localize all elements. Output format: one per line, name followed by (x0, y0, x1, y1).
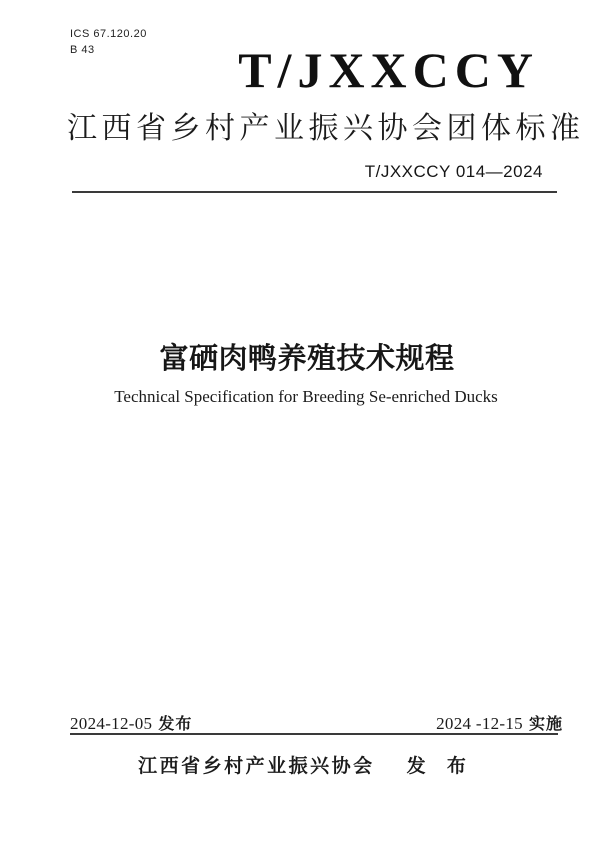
implementation-date: 2024 -12-15 (436, 714, 523, 733)
issue-label: 发布 (158, 716, 193, 733)
publisher-name: 江西省乡村产业振兴协会 (138, 756, 375, 777)
dates-row (70, 711, 563, 734)
category-code: B 43 (70, 44, 95, 56)
standard-logo: T/JXXCCY (238, 42, 539, 98)
footer-rule (70, 733, 558, 735)
implementation-date-group (436, 711, 563, 734)
issue-date: 2024-12-05 (70, 714, 153, 733)
ics-code: ICS 67.120.20 (70, 28, 147, 40)
document-title: 富硒肉鸭养殖技术规程 (159, 343, 455, 375)
header-rule (72, 191, 557, 193)
publisher-row (12, 751, 600, 778)
association-title: 江西省乡村产业振兴协会团体标准 (67, 112, 585, 145)
document-title-english: Technical Specification for Breeding Se-enriched Ducks (114, 387, 498, 406)
publish-label: 发 布 (406, 756, 474, 777)
issue-date-group (70, 711, 192, 734)
standard-number: T/JXXCCY 014—2024 (364, 162, 543, 181)
implementation-label: 实施 (528, 716, 563, 733)
